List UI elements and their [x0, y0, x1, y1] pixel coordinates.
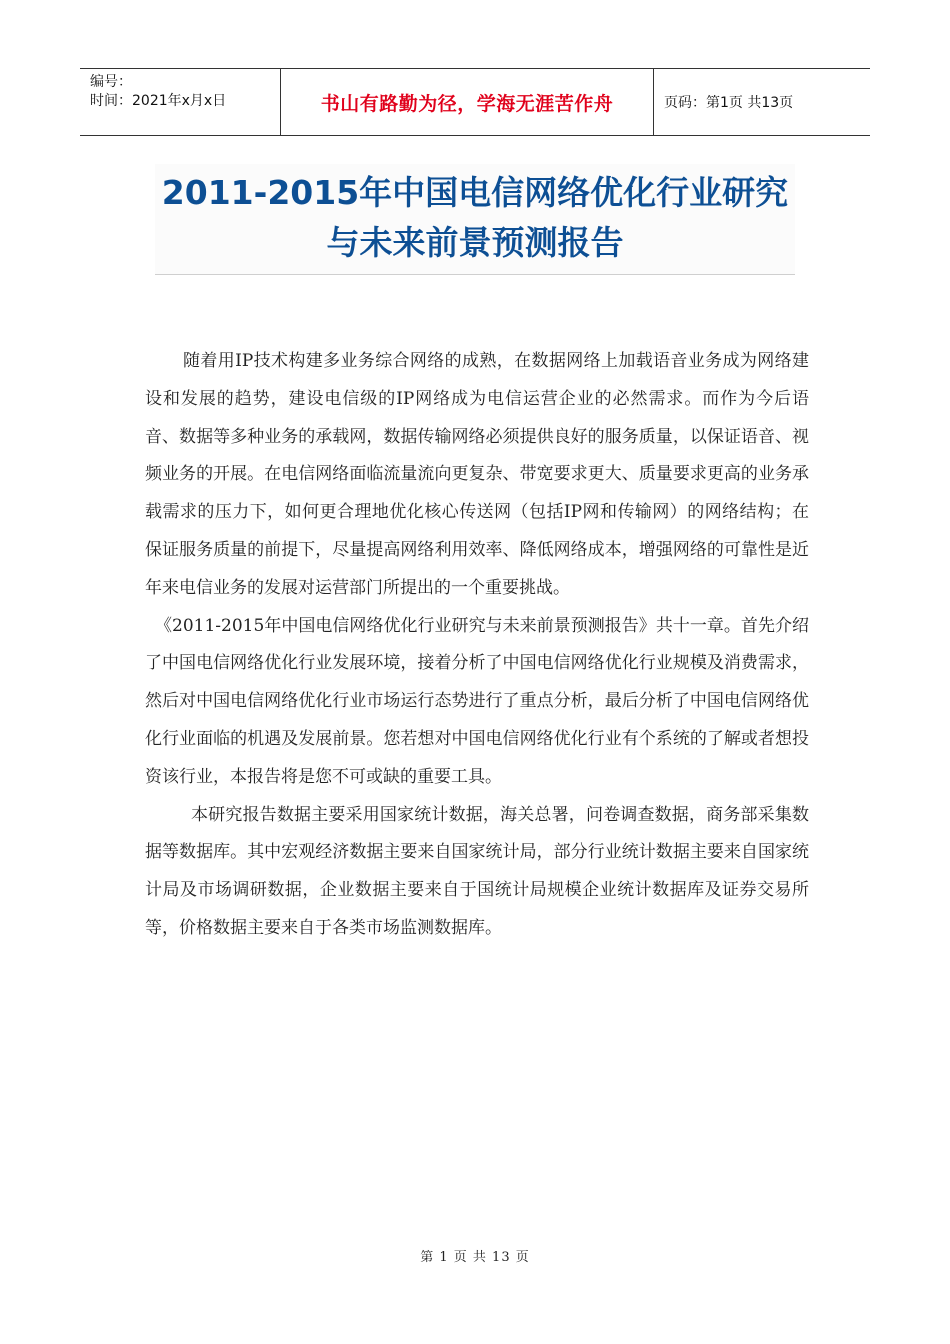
page-footer: 第 1 页 共 13 页	[420, 1250, 530, 1265]
header-page-cell	[654, 69, 870, 135]
header-meta-cell	[80, 69, 281, 135]
paragraph-data-sources: 本研究报告数据主要采用国家统计数据，海关总署，问卷调查数据，商务部采集数据等数据库。其中宏观经济数据主要来自国家统计局，部分行业统计数据主要来自国家统计局及市场调研数据，企业数据主要来自于国统计局规模企业统计数据库及证券交易所等，价格数据主要来自于各类市场监测数据库。	[145, 804, 809, 938]
document-number-label: 编号：	[90, 74, 132, 90]
header-motto-cell	[281, 69, 654, 135]
document-header	[80, 68, 870, 136]
report-title-line-2: 与未来前景预测报告	[326, 223, 624, 262]
document-date: 时间：2021年x月x日	[90, 93, 227, 109]
header-motto: 书山有路勤为径，学海无涯苦作舟	[320, 92, 614, 115]
paragraph-report-overview: 《2011-2015年中国电信网络优化行业研究与未来前景预测报告》共十一章。首先介绍了中国电信网络优化行业发展环境，接着分析了中国电信网络优化行业规模及消费需求，然后对中国电信网络优化行业市场运行态势进行了重点分析，最后分析了中国电信网络优化行业面临的机遇及发展前景。您若想对中国电信网络优化行业有个系统的了解或者想投资该行业，本报告将是您不可或缺的重要工具。	[145, 615, 809, 787]
report-title-line-1: 2011-2015年中国电信网络优化行业研究	[161, 173, 789, 212]
report-body	[145, 343, 809, 948]
paragraph-intro: 随着用IP技术构建多业务综合网络的成熟，在数据网络上加载语音业务成为网络建设和发展的趋势，建设电信级的IP网络成为电信运营企业的必然需求。而作为今后语音、数据等多种业务的承载网，数据传输网络必须提供良好的服务质量，以保证语音、视频业务的开展。在电信网络面临流量流向更复杂、带宽要求更大、质量要求更高的业务承载需求的压力下，如何更合理地优化核心传送网（包括IP网和传输网）的网络结构；在保证服务质量的前提下，尽量提高网络利用效率、降低网络成本，增强网络的可靠性是近年来电信业务的发展对运营部门所提出的一个重要挑战。	[145, 351, 809, 598]
report-title	[155, 164, 795, 275]
header-page-info: 页码：第1页 共13页	[664, 95, 794, 111]
